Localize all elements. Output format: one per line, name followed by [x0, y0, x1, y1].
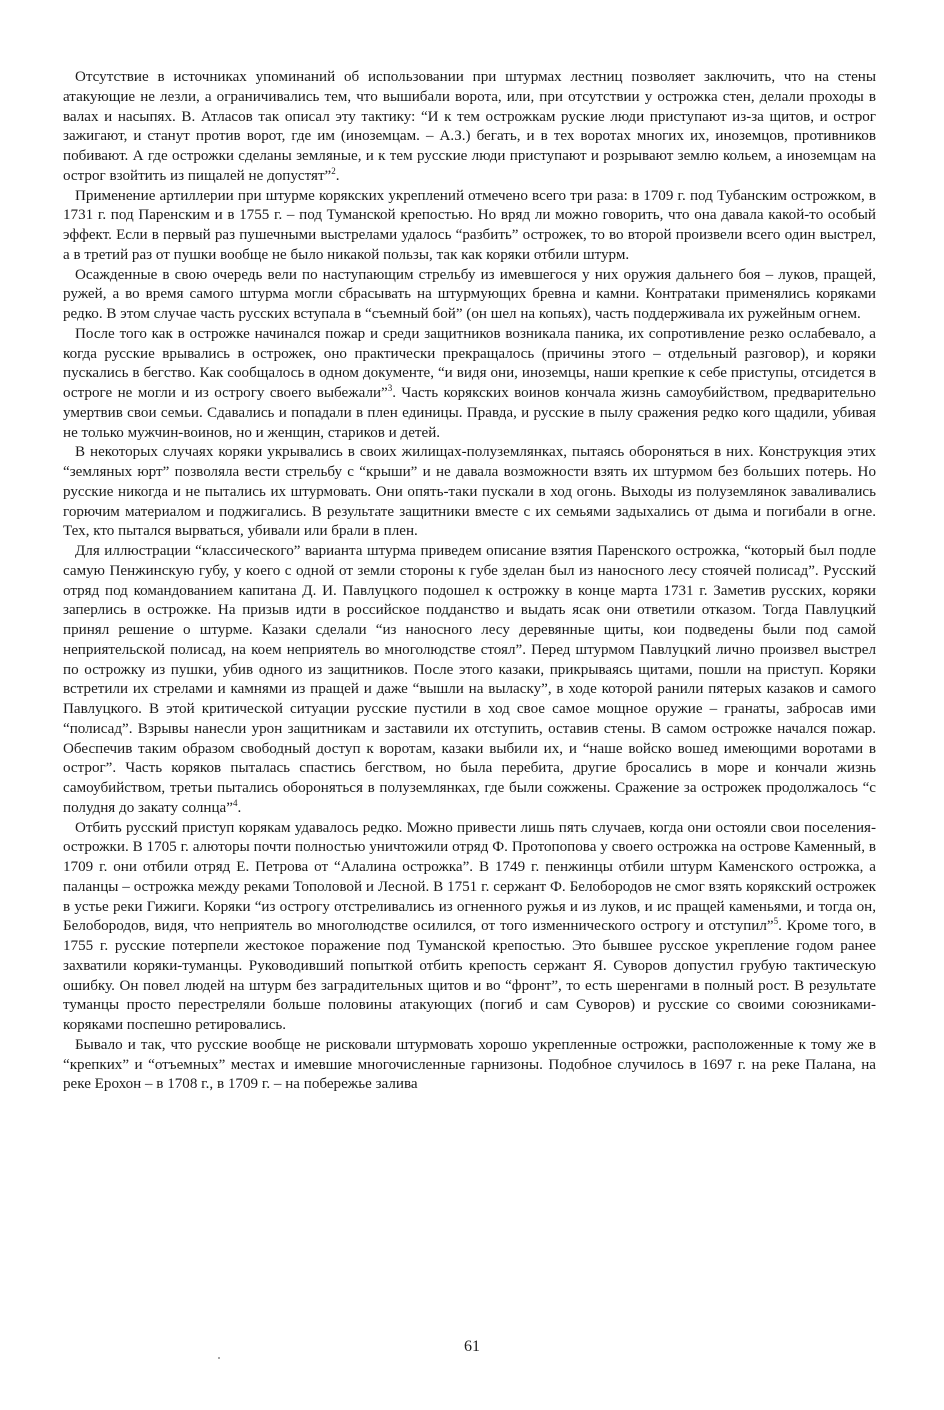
- paragraph-4: [63, 325, 876, 444]
- footnote-ref: 5: [773, 916, 779, 927]
- paragraph-text: Отбить русский приступ корякам удавалось редко. Можно привести лишь пять случаев, когда они остояли свои поселения-острожки. В 1705 г. алюторы почти полностью уничтожили отряд Ф. Протопопова у своего острожка на острове Каменный, в 1709 г. они отбили отряд Е. Петрова от “Алалина острожка”. В 1749 г. пенжинцы отбили штурм Каменского острожка, а паланцы – острожка между реками Тополовой и Лесной. В 1751 г. сержант Ф. Белобородов не смог взять корякский острожек в устье реки Гижиги. Коряки “из острогу отстреливались из огненного ружья и из луков, и ис пращей каменьями, и тогда он, Белобородов, видя, что неприятель во многолюдстве осилился, от того изменнического острогу и отступил”: [63, 819, 876, 935]
- paragraph-1: [63, 68, 876, 187]
- paragraph-6: [63, 542, 876, 819]
- paragraph-text: Осажденные в свою очередь вели по наступающим стрельбу из имевшегося у них оружия дальнего боя – луков, пращей, ружей, а во время самого штурма могли сбрасывать на штурмующих бревна и камни. Контратаки применялись коряками редко. В этом случае часть русских вступала в “съемный бой” (он шел на копьях), часть поддерживала их ружейным огнем.: [63, 266, 876, 322]
- paragraph-text: Бывало и так, что русские вообще не рисковали штурмовать хорошо укрепленные острожки, расположенные к тому же в “крепких” и “отъемных” местах и имевшие многочисленные гарнизоны. Подобное случилось в 1697 г. на реке Палана, на реке Ерохон – в 1708 г., в 1709 г. – на побережье залива: [63, 1036, 876, 1093]
- paragraph-3: [63, 266, 876, 325]
- scan-speck: [218, 1357, 220, 1359]
- paragraph-tail: . Часть корякских воинов кончала жизнь самоубийством, предварительно умертвив свои семьи. Сдавались и попадали в плен единицы. Правда, и русские в пылу сражения редко кого щадили, убивая не только мужчин-воинов, но и женщин, стариков и детей.: [63, 385, 876, 441]
- paragraph-tail: .: [237, 799, 242, 816]
- paragraph-text: Для иллюстрации “классического” варианта штурма приведем описание взятия Паренского острожка, “который был подле самую Пенжинскую губу, у коего с одной от земли стороны к губе зделан был из наносного лесу стоячей полисад”. Русский отряд под командованием капитана Д. И. Павлуцкого подошел к острожку в конце марта 1731 г. Заметив русских, коряки заперлись в острожке. На призыв идти в российское подданство и выдать ясак они ответили отказом. Тогда Павлуцкий принял решение о штурме. Казаки сделали “из наносного лесу деревянные щиты, кои подведены были под самой неприятельской полисад, на коем неприятель во многолюдстве стоял”. Перед штурмом Павлуцкий лично произвел выстрел по острожку из пушки, убив одного из защитников. После этого казаки, прикрываясь щитами, пошли на приступ. Коряки встретили их стрелами и камнями из пращей и даже “вышли на выласку”, в ходе которой ранили пятерых казаков и самого Павлуцкого. В этой критической ситуации русские пустили в ход свое самое мощное оружие – гранаты, забросав ими “полисад”. Взрывы нанесли урон защитникам и заставили их отступить, оставив стены. В самом острожке начался пожар. Обеспечив таким образом свободный доступ к воротам, казаки выбили их, и “наше войско вошед имеющими воротами в острог”. Часть коряков пыталась спастись бегством, но была перебита, другие бросались в море и кончали жизнь самоубийством, третьи пытались обороняться в полуземлянках, где были сожжены. Сражение за острожек продолжалось “с полудня до закату солнца”: [63, 543, 876, 816]
- page-number: 61: [464, 1338, 480, 1355]
- footnote-ref: 4: [232, 797, 238, 808]
- paragraph-8: [63, 1036, 876, 1095]
- paragraph-2: [63, 187, 876, 266]
- paragraph-text: После того как в острожке начинался пожар и среди защитников возникала паника, их сопротивление резко ослабевало, а когда русские врывались в острожек, оно практически прекращалось (причины этого – отдельный разговор), и коряки пускались в бегство. Как сообщалось в одном документе, “и видя они, иноземцы, наши крепкие к себе приступы, отсидется в остроге не могли и из острогу своего выбежали”: [63, 325, 876, 401]
- paragraph-tail: . Кроме того, в 1755 г. русские потерпели жестокое поражение под Туманской крепостью. Это бывшее русское укрепление годом ранее захватили коряки-туманцы. Руководивший попыткой отбить крепость сержант Я. Суворов допустил грубую тактическую ошибку. Он повел людей на штурм без заградительных щитов и во “фронт”, то есть шеренгами в полный рост. В результате туманцы просто перестреляли больше половины атакующих (погиб и сам Суворов) и русские со своими союзниками-коряками поспешно ретировались.: [63, 918, 876, 1033]
- paragraph-text: В некоторых случаях коряки укрывались в своих жилищах-полуземлянках, пытаясь обороняться в них. Конструкция этих “земляных юрт” позволяла вести стрельбу с “крыши” и не давала возможности взять их штурмом без больших потерь. Но русские никогда и не пытались их штурмовать. Они опять-таки пускали в ход огонь. Выходы из полуземлянок заваливались горючим материалом и поджигались. В результате защитники вместе с их семьями задыхались от дыма и погибали в огне. Тех, кто пытался вырваться, убивали или брали в плен.: [63, 444, 876, 540]
- paragraph-tail: .: [335, 167, 340, 184]
- paragraph-7: [63, 819, 876, 1036]
- footnote-ref: 2: [331, 165, 336, 176]
- body-text: [63, 68, 876, 1095]
- paragraph-text: Применение артиллерии при штурме корякских укреплений отмечено всего три раза: в 1709 г. под Тубанским острожком, в 1731 г. под Паренским и в 1755 г. – под Туманской крепостью. Но вряд ли можно говорить, что она давала какой-то особый эффект. Если в первый раз пушечными выстрелами удалось “разбить” острожек, то во второй произвели всего один выстрел, а в третий раз от пушки вообще не было никакой пользы, так как коряки отбили штурм.: [63, 187, 876, 263]
- paragraph-5: [63, 443, 876, 542]
- paragraph-text: Отсутствие в источниках упоминаний об использовании при штурмах лестниц позволяет заключить, что на стены атакующие не лезли, а ограничивались тем, что вышибали ворота, или, при отсутствии у острожка стен, делали проходы в валах и насыпях. В. Атласов так описал эту тактику: “И к тем острожкам руские люди приступают из-за щитов, и острог зажигают, и станут против ворот, где им (иноземцам. – А.З.) бегать, и в тех воротах многих их, иноземцов, противников побивают. А где острожки сделаны земляные, и к тем русские люди приступают и розрывают землю кольем, а иноземцам на острог взойтить из пищалей не допустят”: [63, 69, 876, 184]
- footnote-ref: 3: [387, 383, 393, 393]
